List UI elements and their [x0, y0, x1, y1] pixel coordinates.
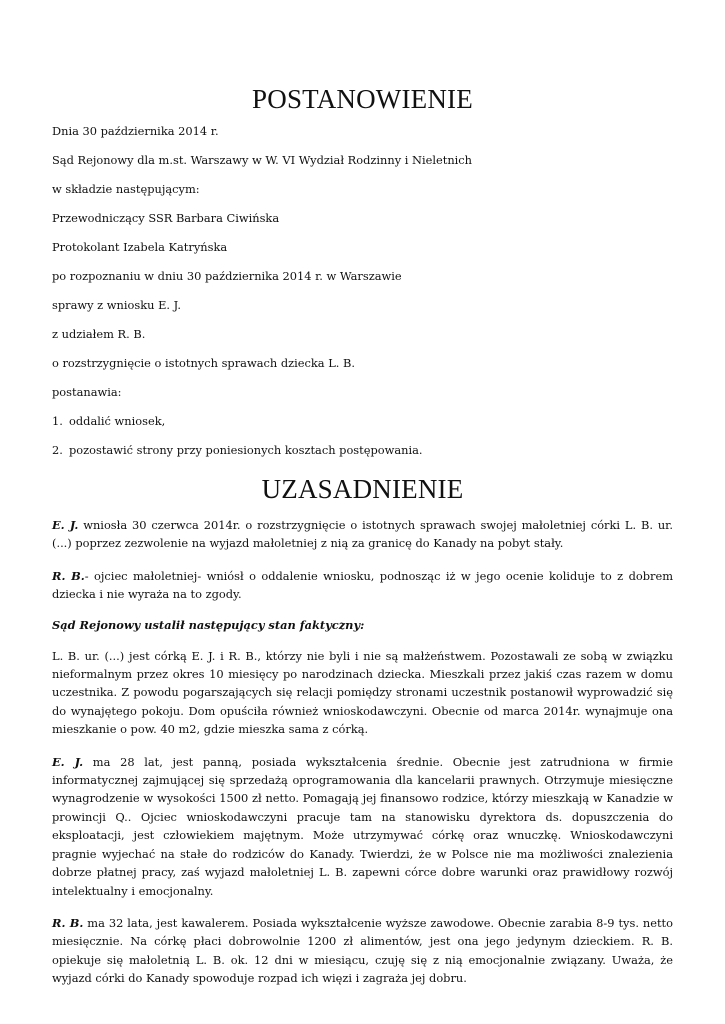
paragraph-text: ma 32 lata, jest kawalerem. Posiada wykształcenie wyższe zawodowe. Obecnie zarabia 8-9 tys. netto miesięcznie. Na córkę płaci dobrowolnie 1200 zł alimentów, jest ona jego jedynym dzieckiem. R. B. opiekuje się małoletnią L. B. ok. 12 dni w miesiącu, czuję się z nią emocjonalnie związany. Uważa, że wyjazd córki do Kanady spowoduje rozpad ich więzi i zagraża jej dobru. [52, 915, 673, 986]
order-item [52, 443, 673, 458]
participant-line: z udziałem R. B. [52, 327, 146, 341]
order-item [52, 414, 673, 429]
case-applicant-line: sprawy z wniosku E. J. [52, 298, 181, 312]
justification-title: UZASADNIENIE [261, 474, 464, 504]
clerk-line: Protokolant Izabela Katryńska [52, 240, 228, 254]
paragraph-facts: L. B. ur. (...) jest córką E. J. i R. B., którzy nie byli i nie są małżeństwem. Pozostawali ze sobą w związku nieformalnym przez okres 10 miesięcy po narodzinach dziecka. Mieszkali przez jakiś czas razem w domu uczestnika. Z powodu pogarszających się relacji pomiędzy stronami uczestnik postanowił wyprowadzić się do wynajętego pokoju. Dom opuściła również wnioskodawczyni. Obecnie od marca 2014r. wynajmuje ona mieszkanie o pow. 40 m2, gdzie mieszka sama z córką. [52, 648, 673, 737]
paragraph-applicant-situation [52, 753, 673, 900]
paragraph-text: ma 28 lat, jest panną, posiada wykształcenia średnie. Obecnie jest zatrudniona w firmie informatycznej zajmującej się sprzedażą oprogramowania dla kancelarii prawnych. Otrzymuje miesięczne wynagrodzenie w wysokości 1500 zł netto. Pomagają jej finansowo rodzice, którzy mieszkają w Kanadzie w prowincji Q.. Ojciec wnioskodawczyni pracuje tam na stanowisku dyrektora ds. dopuszczenia do eksploatacji, jest człowiekiem majętnym. Może utrzymywać córkę oraz wnuczkę. Wnioskodawczyni pragnie wyjechać na stałe do rodziców do Kanady. Twierdzi, że w Polsce nie ma możliwości znalezienia dobrze płatnej pracy, zaś wyjazd małoletniej L. B. zapewni córce dobre warunki oraz prawidłowy rozwój intelektualny i emocjonalny. [52, 754, 673, 898]
subject-line: o rozstrzygnięcie o istotnych sprawach dziecka L. B. [52, 356, 355, 370]
paragraph-applicant-request [52, 516, 673, 553]
decides-line: postanawia: [52, 385, 122, 399]
party-name: R. B. [52, 568, 85, 583]
facts-section-title: Sąd Rejonowy ustalił następujący stan faktyczny: [52, 617, 365, 632]
document-title: POSTANOWIENIE [252, 84, 473, 114]
order-number: 2. [52, 443, 63, 457]
order-text: oddalić wniosek, [69, 414, 166, 428]
party-name: E. J. [52, 518, 79, 532]
hearing-line: po rozpoznaniu w dniu 30 października 2014 r. w Warszawie [52, 269, 402, 283]
paragraph-participant-situation [52, 914, 673, 988]
party-name: R. B. [52, 915, 84, 930]
date-line: Dnia 30 października 2014 r. [52, 124, 219, 138]
court-line: Sąd Rejonowy dla m.st. Warszawy w W. VI Wydział Rodzinny i Nieletnich [52, 153, 473, 167]
order-text: pozostawić strony przy poniesionych kosztach postępowania. [69, 443, 423, 457]
paragraph-text: - ojciec małoletniej- wniósł o oddalenie wniosku, podnosząc iż w jego ocenie koliduje to z dobrem dziecka i nie wyraża na to zgody. [52, 568, 673, 602]
order-number: 1. [52, 414, 63, 428]
presiding-judge-line: Przewodniczący SSR Barbara Ciwińska [52, 211, 280, 225]
paragraph-participant-position [52, 567, 673, 604]
party-name: E. J. [52, 754, 84, 769]
composition-line: w składzie następującym: [52, 182, 200, 196]
paragraph-text: wniosła 30 czerwca 2014r. o rozstrzygnięcie o istotnych sprawach swojej małoletniej córki L. B. ur. (...) poprzez zezwolenie na wyjazd małoletniej z nią za granicę do Kanady na pobyt stały. [52, 518, 673, 551]
